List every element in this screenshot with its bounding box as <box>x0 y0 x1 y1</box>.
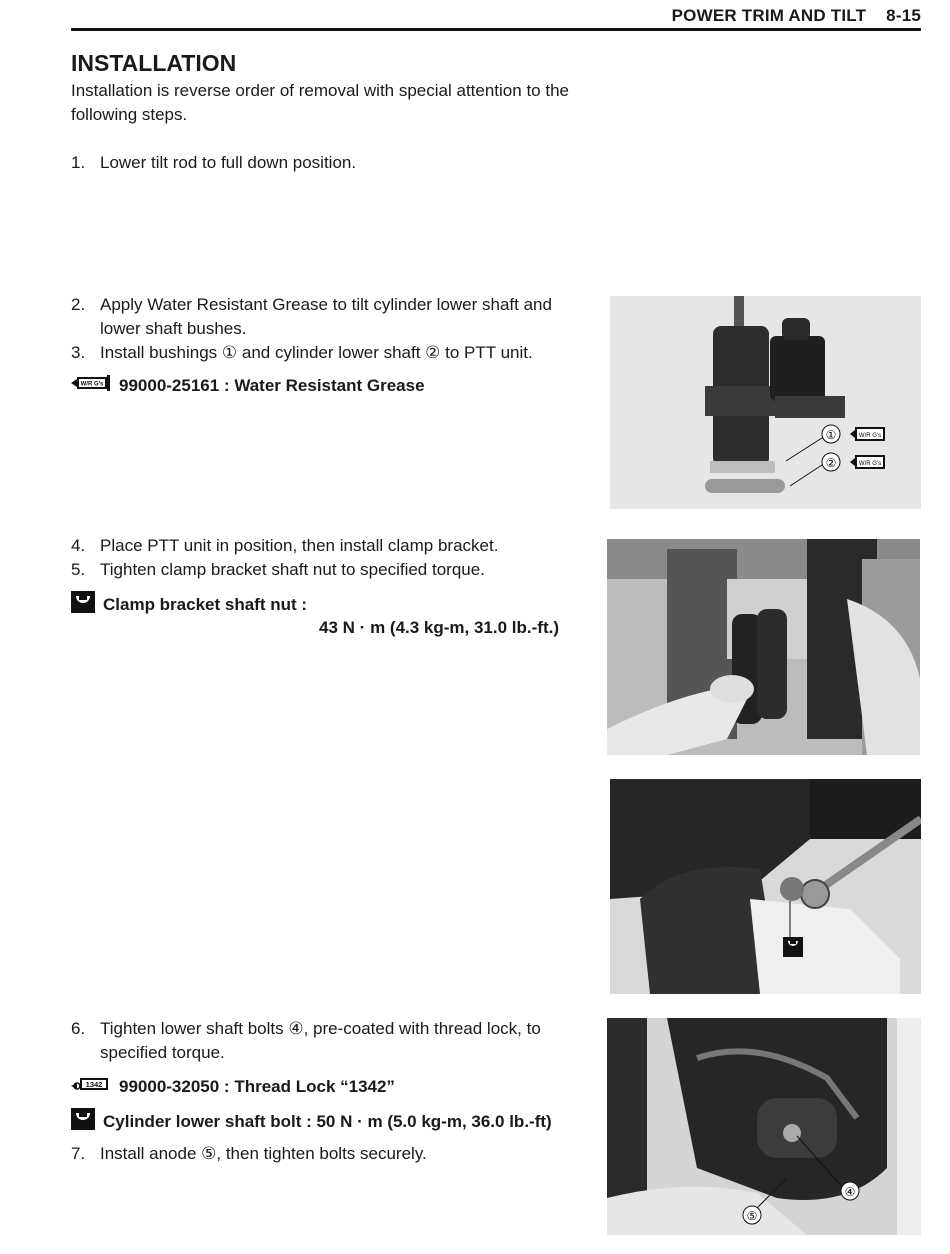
step-text: Place PTT unit in position, then install clamp bracket. <box>100 536 499 555</box>
callout-4: ④ <box>844 1185 856 1199</box>
callout-1: ① <box>825 428 837 442</box>
step-text: Lower tilt rod to full down position. <box>100 153 357 172</box>
header-text <box>672 6 921 26</box>
step-text: Install bushings ① and cylinder lower shaft ② to PTT unit. <box>100 343 533 362</box>
step-5 <box>71 558 566 582</box>
photo-grease-label-1: W/R G's <box>858 433 882 439</box>
photo-placing-ptt-unit <box>607 539 920 755</box>
step-text: Tighten clamp bracket shaft nut to specified torque. <box>100 560 485 579</box>
grease-spec-text: 99000-25161 : Water Resistant Grease <box>119 376 425 395</box>
page-number: 8-15 <box>886 6 921 25</box>
clamp-torque-value: 43 N · m (4.3 kg-m, 31.0 lb.-ft.) <box>319 618 559 637</box>
section-title: INSTALLATION <box>71 50 237 76</box>
step-number: 5. <box>71 560 86 579</box>
callout-2: ② <box>825 456 837 470</box>
step-2 <box>71 293 566 341</box>
step-text: Tighten lower shaft bolts ④, pre-coated with thread lock, to specified torque. <box>100 1019 541 1062</box>
grease-tube-icon <box>71 374 111 399</box>
clamp-torque-spec <box>71 591 307 620</box>
thread-lock-tube-icon <box>71 1075 111 1100</box>
cylinder-bolt-torque-text: Cylinder lower shaft bolt : 50 N · m (5.0 kg-m, 36.0 lb.-ft) <box>103 1111 552 1131</box>
step-number: 3. <box>71 343 86 362</box>
grease-tube-icon <box>850 455 885 469</box>
header-title: POWER TRIM AND TILT <box>671 6 867 25</box>
torque-wrench-icon <box>783 937 803 957</box>
torque-wrench-icon <box>71 591 95 620</box>
step-7 <box>71 1142 566 1166</box>
thread-lock-spec <box>71 1075 395 1100</box>
step-number: 6. <box>71 1019 86 1038</box>
callout-5: ⑤ <box>746 1209 758 1223</box>
cylinder-bolt-torque-spec <box>71 1108 552 1137</box>
grease-tube-icon <box>850 427 885 441</box>
photo-clamp-bracket-nut <box>610 779 921 994</box>
torque-wrench-icon <box>71 1108 95 1137</box>
step-6 <box>71 1017 566 1065</box>
step-number: 7. <box>71 1144 86 1163</box>
thread-lock-icon-label: 1342 <box>85 1080 103 1090</box>
step-text: Install anode ⑤, then tighten bolts securely. <box>100 1144 427 1163</box>
grease-spec <box>71 374 425 399</box>
step-3 <box>71 341 566 365</box>
thread-lock-text: 99000-32050 : Thread Lock “1342” <box>119 1077 395 1096</box>
step-number: 4. <box>71 536 86 555</box>
intro-paragraph: Installation is reverse order of removal with special attention to the following steps. <box>71 81 569 124</box>
grease-icon-label: W/R G's <box>80 381 104 388</box>
step-number: 2. <box>71 295 86 314</box>
page-header <box>71 6 921 31</box>
step-text: Apply Water Resistant Grease to tilt cylinder lower shaft and lower shaft bushes. <box>100 295 552 338</box>
photo-ptt-unit-bushings <box>610 296 921 509</box>
photo-lower-shaft-anode <box>607 1018 921 1235</box>
photo-grease-label-2: W/R G's <box>858 461 882 467</box>
step-number: 1. <box>71 153 86 172</box>
step-1 <box>71 151 566 175</box>
clamp-torque-label: Clamp bracket shaft nut : <box>103 594 308 614</box>
step-4 <box>71 534 566 558</box>
